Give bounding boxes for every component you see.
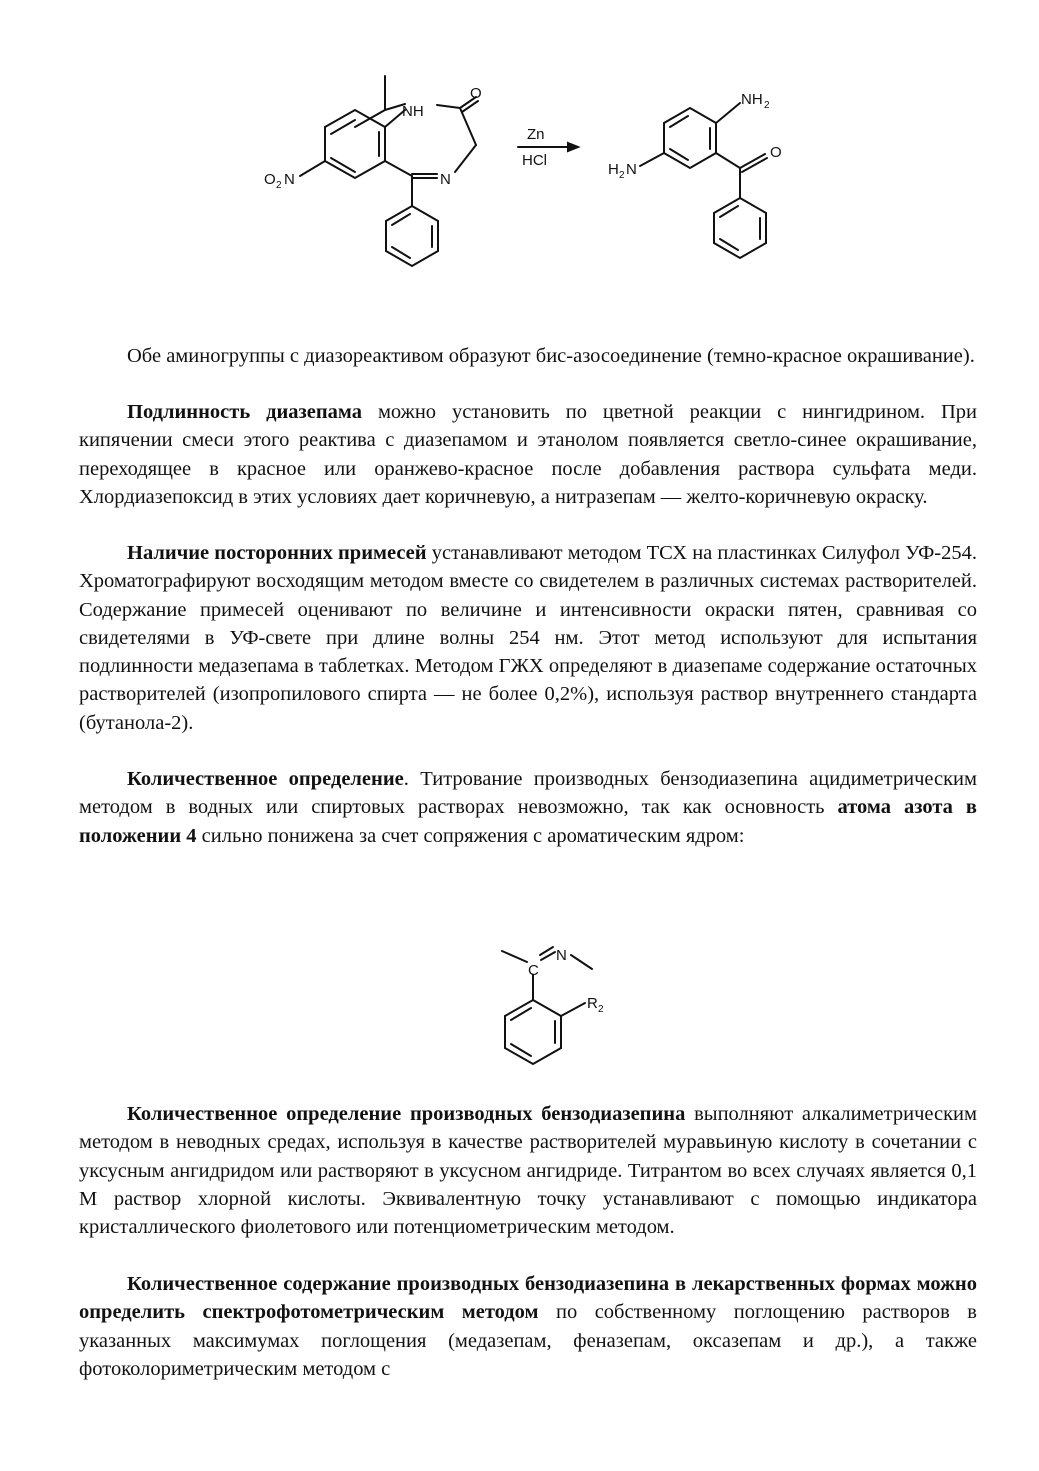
heading-spectrophotometry: Количественное содержание производных бензодиазепина в лекарственных формах можно определить спектрофотометрическим методом — [79, 1273, 977, 1324]
structure-r-label: R — [587, 995, 598, 1012]
structure-r-subscript: 2 — [598, 1004, 604, 1015]
paragraph-assay — [79, 765, 977, 850]
paragraph-impurities — [79, 539, 977, 737]
conjugation-structure-drawing — [495, 940, 615, 1080]
paragraph-diazepam-identity-text: можно установить по цветной реакции с нингидрином. При кипячении смеси этого реактива с диазепамом и этанолом появляется светло-синее окрашивание, переходящее в красное или оранжево-красное после добавления раствора сульфата меди. Хлордиазепоксид в этих условиях дает коричневую, а нитразепам — желто-коричневую окраску. — [79, 401, 977, 508]
product-h2n-n-label: N — [626, 161, 637, 178]
paragraph-assay-bold-nitrogen: атома азота в положении 4 — [79, 796, 978, 847]
product-h2n-h-label: H — [608, 161, 619, 178]
paragraph-assay-text-a: . Титрование производных бензодиазепина ацидиметрическим методом в водных или спиртовых растворах невозможно, так как основность — [79, 768, 977, 819]
paragraph-alkalimetry — [79, 1100, 977, 1241]
paragraph-diazo — [79, 342, 977, 370]
paragraph-diazepam-identity — [79, 398, 977, 511]
paragraph-spectrophotometry-text: по собственному поглощению растворов в указанных максимумах поглощения (медазепам, феназепам, оксазепам и др.), а также фотоколориметрическим методом с — [79, 1301, 977, 1380]
paragraph-diazo-text: Обе аминогруппы с диазореактивом образуют бис-азосоединение (темно-красное окрашивание). — [127, 345, 975, 367]
heading-assay: Количественное определение — [127, 768, 404, 790]
reactant-nh-label: NH — [402, 103, 424, 120]
structure-n-label: N — [556, 947, 567, 964]
reaction-scheme-drawing — [250, 75, 810, 305]
reactant-no2-n-label: N — [284, 171, 295, 188]
heading-impurities: Наличие посторонних примесей — [127, 542, 427, 564]
product-nh2-label: NH — [741, 91, 763, 108]
product-h2n-subscript: 2 — [619, 170, 625, 181]
reactant-o-label: O — [470, 85, 482, 102]
heading-diazepam-identity: Подлинность диазепама — [127, 401, 363, 423]
conjugation-structure — [495, 940, 615, 1080]
paragraph-assay-text-b: сильно понижена за счет сопряжения с ароматическим ядром: — [196, 824, 745, 847]
paragraph-alkalimetry-text: выполняют алкалиметрическим методом в неводных средах, используя в качестве растворителей муравьиную кислоту в сочетании с уксусным ангидридом или растворяют в уксусном ангидриде. Титрантом во всех случаях является 0,1 М раствор хлорной кислоты. Эквивалентную точку устанавливают с помощью индикатора кристаллического фиолетового или потенциометрическим методом. — [79, 1103, 977, 1239]
reactant-no2-o-label: O — [264, 171, 276, 188]
product-o-label: O — [770, 144, 782, 161]
structure-c-label: C — [528, 962, 539, 979]
paragraph-impurities-text: устанавливают методом ТСХ на пластинках Силуфол УФ-254. Хроматографируют восходящим методом вместе со свидетелем в различных системах растворителей. Содержание примесей оценивают по величине и интенсивности окраски пятен, сравнивая со свидетелями в УФ-свете при длине волны 254 нм. Этот метод используют для испытания подлинности медазепама в таблетках. Методом ГЖХ определяют в диазепаме содержание остаточных растворителей (изопропилового спирта — не более 0,2%), используя раствор внутреннего стандарта (бутанола-2). — [79, 542, 977, 734]
reactant-no2-subscript: 2 — [276, 180, 282, 191]
reagent-hcl-label: HCl — [522, 152, 547, 169]
product-nh2-subscript: 2 — [764, 100, 770, 111]
reactant-n-label: N — [440, 171, 451, 188]
heading-alkalimetry: Количественное определение производных бензодиазепина — [127, 1103, 686, 1125]
paragraph-spectrophotometry — [79, 1270, 977, 1383]
reaction-scheme — [250, 75, 810, 305]
reagent-zn-label: Zn — [527, 126, 545, 143]
